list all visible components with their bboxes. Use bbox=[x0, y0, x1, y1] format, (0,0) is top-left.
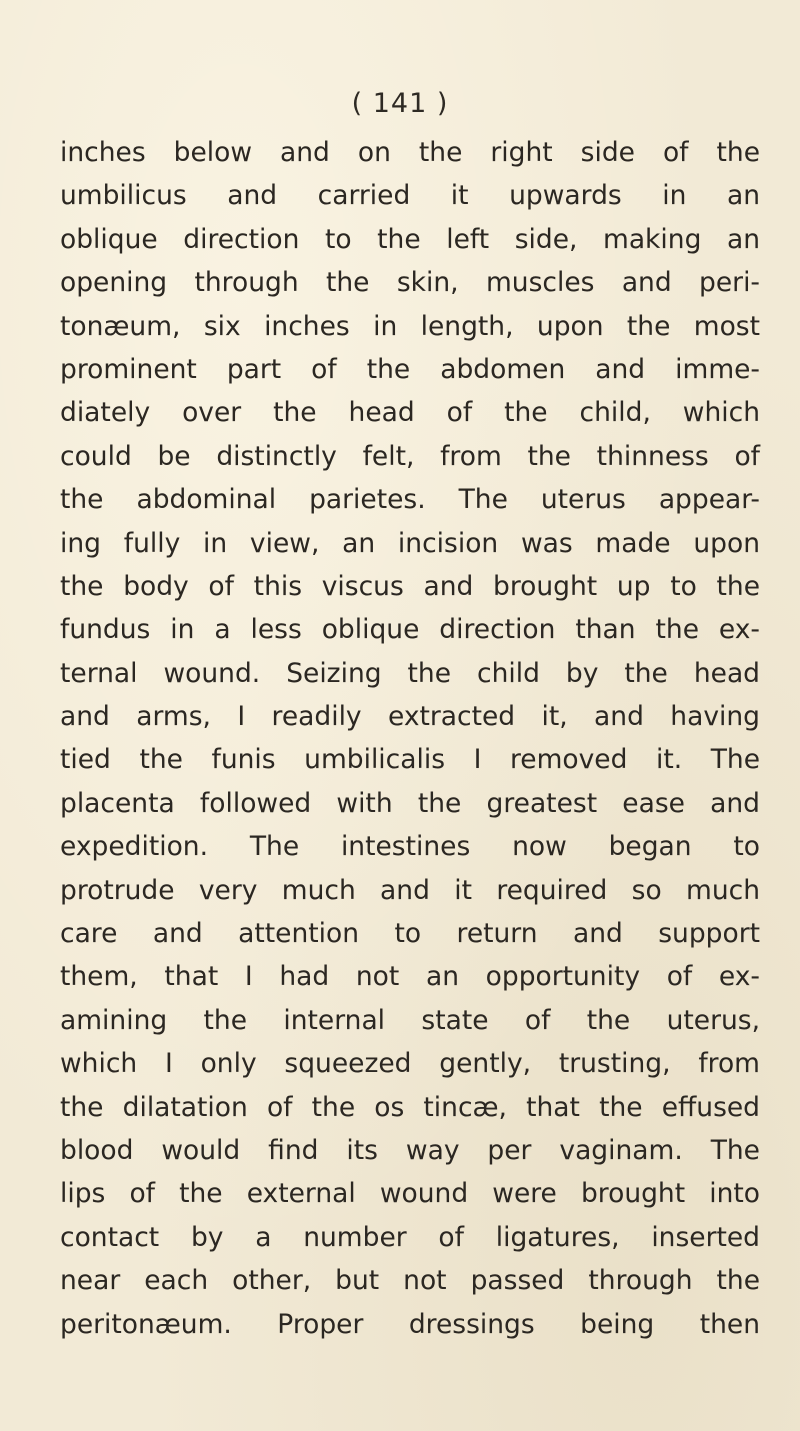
text-line: lips of the external wound were brought into bbox=[60, 1178, 760, 1210]
text-line: protrude very much and it required so much bbox=[60, 874, 760, 906]
text-line: which I only squeezed gently, trusting, from bbox=[60, 1048, 760, 1080]
text-line: and arms, I readily extracted it, and having bbox=[60, 701, 760, 733]
body-text bbox=[60, 131, 760, 1346]
text-line: expedition. The intestines now began to bbox=[60, 831, 760, 863]
text-line: the body of this viscus and brought up to the bbox=[60, 570, 760, 602]
page-number: ( 141 ) bbox=[351, 88, 449, 119]
text-line: care and attention to return and support bbox=[60, 918, 760, 950]
text-line: opening through the skin, muscles and peri- bbox=[60, 267, 760, 299]
text-line: tonæum, six inches in length, upon the most bbox=[60, 310, 760, 342]
text-line: the abdominal parietes. The uterus appear- bbox=[60, 484, 760, 516]
text-line: tied the funis umbilicalis I removed it. The bbox=[60, 744, 760, 776]
text-line: oblique direction to the left side, making an bbox=[60, 223, 760, 255]
text-line: near each other, but not passed through the bbox=[60, 1265, 760, 1297]
text-line: umbilicus and carried it upwards in an bbox=[60, 180, 760, 212]
text-line: peritonæum. Proper dressings being then bbox=[60, 1308, 760, 1340]
text-line: contact by a number of ligatures, inserted bbox=[60, 1221, 760, 1253]
text-line: placenta followed with the greatest ease and bbox=[60, 787, 760, 819]
text-line: could be distinctly felt, from the thinness of bbox=[60, 440, 760, 472]
text-line: fundus in a less oblique direction than the ex- bbox=[60, 614, 760, 646]
text-line: the dilatation of the os tincæ, that the effused bbox=[60, 1091, 760, 1123]
text-line: prominent part of the abdomen and imme- bbox=[60, 353, 760, 385]
text-line: inches below and on the right side of the bbox=[60, 137, 760, 168]
text-line: ternal wound. Seizing the child by the head bbox=[60, 657, 760, 689]
text-line: blood would find its way per vaginam. The bbox=[60, 1134, 760, 1166]
text-line: ing fully in view, an incision was made upon bbox=[60, 527, 760, 559]
text-line: them, that I had not an opportunity of ex- bbox=[60, 961, 760, 993]
text-line: amining the internal state of the uterus, bbox=[60, 1004, 760, 1036]
text-line: diately over the head of the child, which bbox=[60, 397, 760, 429]
